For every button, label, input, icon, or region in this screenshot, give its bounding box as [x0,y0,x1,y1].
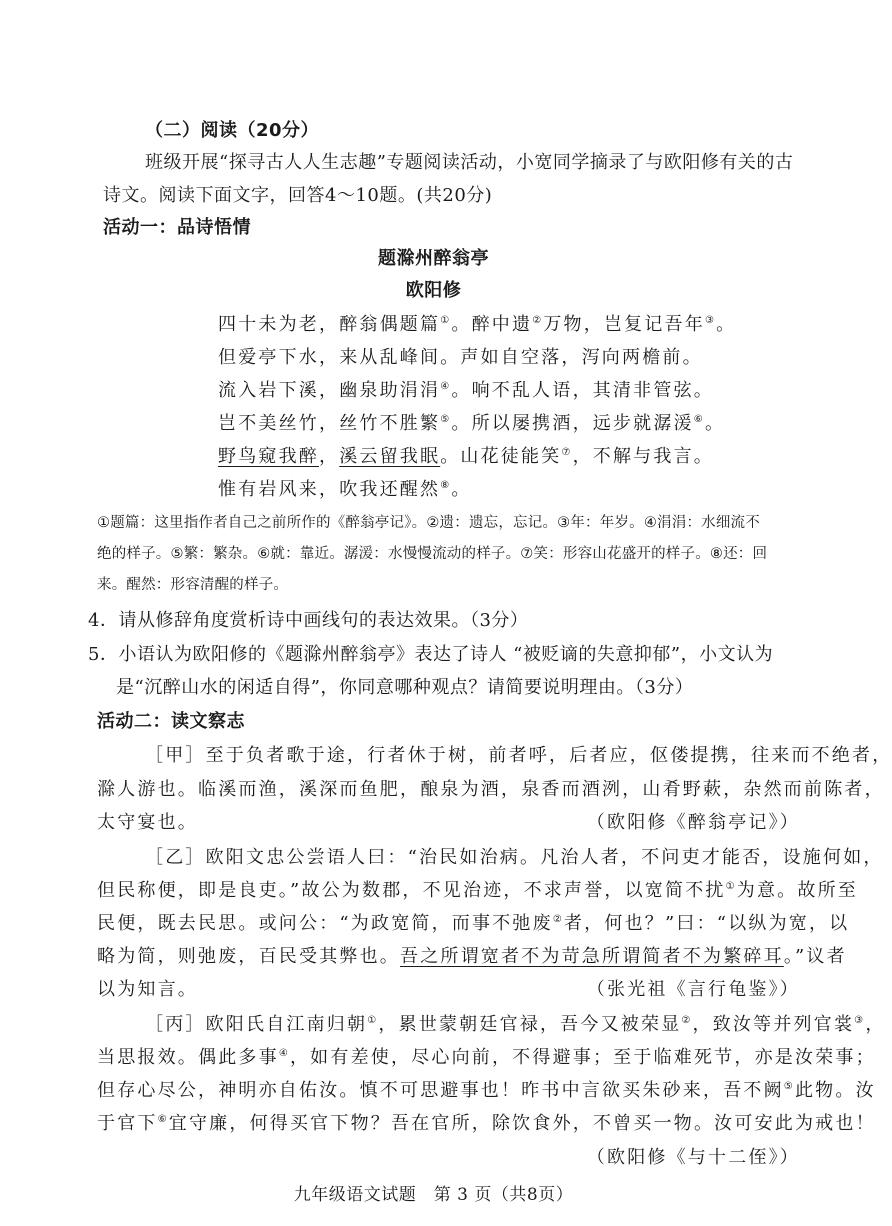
yi-text: 民便，既去民思。或问公：“为政宽简，而事不弛废 [97,913,553,934]
poem-line-4 [218,409,725,439]
yi-line-4 [97,942,847,972]
note-marker: ⑤ [783,1081,795,1092]
activity2-heading: 活动二：读文察志 [97,711,245,732]
poem-text: 。响不乱人语，其清非管弦。 [451,380,714,401]
poem-text: 四十未为老，醉翁偶题篇 [218,314,441,335]
bing-source: （欧阳修《与十二侄》） [586,1147,800,1168]
bing-text: 此物。汝 [794,1080,876,1101]
bing-text: 宜守廉，何得买官下物？吾在官所，除饮食外，不曾买一物。汝可安此为戒也！ [168,1113,876,1134]
notes-line-2: 绝的样子。⑤繁：繁杂。⑥就：靠近。潺湲：水慢慢流动的样子。⑦笑：形容山花盛开的样子。⑧还：回 [97,546,768,562]
yi-text: 但民称便，即是良吏。”故公为数郡，不见治迹，不求声誉，以宽简不扰 [97,880,726,901]
bing-text: ，累世蒙朝廷官禄，吾今又被荣显 [378,1014,682,1035]
question-4: 4．请从修辞角度赏析诗中画线句的表达效果。（3分） [88,610,529,631]
jia-line-2: 滁人游也。临溪而渔，溪深而鱼肥，酿泉为酒，泉香而酒洌，山肴野蔌，杂然而前陈者， [97,779,885,800]
notes-line-1: ①题篇：这里指作者自己之前所作的《醉翁亭记》。②遗：遗忘，忘记。③年：年岁。④涓涓：水细流不 [97,515,760,531]
jia-line-1: ［甲］至于负者歌于途，行者休于树，前者呼，后者应，伛偻提携，往来而不绝者， [145,745,892,766]
poem-text: 惟有岩风来，吹我还醒然 [218,479,441,500]
note-marker: ② [681,1015,693,1026]
poem-text: 但爱亭下水，来从乱峰间。声如自空落，泻向两檐前。 [218,347,703,368]
bing-line-1 [145,1010,886,1040]
section-heading: （二）阅读（20分） [145,120,320,141]
yi-text: 。”议者 [783,946,847,967]
yi-text: 者，何也？”曰：“以纵为宽，以 [563,913,850,934]
note-marker: ⑥ [157,1114,169,1125]
jia-line-3: 太守宴也。 [97,812,198,833]
note-marker: ③ [704,315,717,326]
yi-line-5: 以为知言。 [97,979,198,1000]
note-marker: ① [367,1015,379,1026]
notes-line-3: 来。醒然：形容清醒的样子。 [97,577,289,593]
poem-line-5 [218,442,714,472]
poem-author: 欧阳修 [405,280,462,301]
page-footer: 九年级语文试题 第 3 页（共8页） [293,1185,574,1205]
bing-text: 但存心尽公，神明亦自佑汝。慎不可思避事也！昨书中言欲买朱砂来，吾不阙 [97,1080,784,1101]
poem-text: 。醉中遗 [451,314,533,335]
poem-line-3 [218,376,714,406]
yi-source: （张光祖《言行龟鉴》） [586,979,800,1000]
note-marker: ④ [440,381,452,392]
poem-text: 。山花徒能笑 [440,446,562,467]
note-marker: ② [552,914,564,925]
poem-line-1 [218,310,736,340]
bing-text: ，致汝等并列官裳 [692,1014,855,1035]
poem-line-6 [218,475,472,505]
poem-text: 。所以屡携酒，远步就潺湲 [451,413,694,434]
bing-text: ， [865,1014,886,1035]
note-marker: ⑧ [440,480,452,491]
note-marker: ① [440,315,452,326]
poem-line-2 [218,343,703,373]
yi-text: 略为简，则弛废，百民受其弊也。 [97,946,400,967]
underlined-sentence: 吾之所谓宽者不为苛急所谓简者不为繁碎耳 [400,946,784,967]
note-marker: ⑦ [561,447,573,458]
question-5-line-1: 5．小语认为欧阳修的《题滁州醉翁亭》表达了诗人 “被贬谪的失意抑郁”，小文认为 [88,644,774,665]
bing-text: ［丙］欧阳氏自江南归朝 [145,1014,368,1035]
note-marker: ④ [278,1048,290,1059]
poem-text: 万物，岂复记吾年 [543,314,705,335]
yi-text: 为意。故所至 [736,880,858,901]
bing-line-4 [97,1109,876,1139]
poem-text: 。 [704,413,726,434]
poem-text: ，不解与我言。 [572,446,714,467]
jia-source: （欧阳修《醉翁亭记》） [586,812,800,833]
note-marker: ③ [854,1015,866,1026]
bing-text: 于官下 [97,1113,158,1134]
yi-line-2 [97,876,858,906]
poem-text: ， [319,446,340,467]
note-marker: ② [532,315,544,326]
intro-line-1: 班级开展“探寻古人人生志趣”专题阅读活动，小宽同学摘录了与欧阳修有关的古 [145,152,794,173]
note-marker: ① [725,881,737,892]
bing-text: ，如有差使，尽心向前，不得避事；至于临难死节，亦是汝荣事； [289,1047,876,1068]
question-5-line-2: 是“沉醉山水的闲适自得”，你同意哪种观点？请简要说明理由。（3分） [116,677,694,698]
bing-line-2 [97,1043,876,1073]
bing-line-3 [97,1076,876,1106]
yi-line-1: ［乙］欧阳文忠公尝语人曰：“治民如治病。凡治人者，不问吏才能否，设施何如， [145,847,884,868]
note-marker: ⑤ [440,414,452,425]
poem-text: 。 [716,314,737,335]
poem-text: 。 [451,479,472,500]
activity1-heading: 活动一：品诗悟情 [103,217,251,238]
intro-line-2: 诗文。阅读下面文字，回答4～10题。(共20分) [103,185,493,206]
underlined-sentence: 野鸟窥我醉 [218,446,319,467]
note-marker: ⑥ [693,414,705,425]
yi-line-3 [97,909,849,939]
underlined-sentence: 溪云留我眠 [339,446,441,467]
bing-text: 当思报效。偶此多事 [97,1047,279,1068]
poem-text: 流入岩下溪，幽泉助涓涓 [218,380,441,401]
poem-title: 题滁州醉翁亭 [378,248,489,269]
poem-text: 岂不美丝竹，丝竹不胜繁 [218,413,441,434]
